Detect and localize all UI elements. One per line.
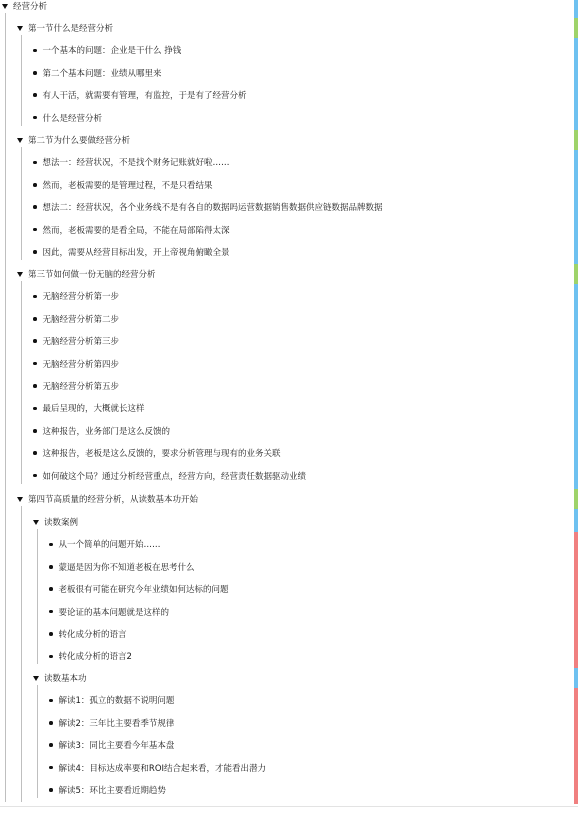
bullet-icon — [33, 250, 37, 254]
caret-down-icon[interactable] — [33, 676, 39, 681]
strip-segment — [574, 18, 578, 38]
bullet-icon — [33, 451, 37, 455]
outline-item-label: 这种报告，老板是这么反馈的，要求分析管理与现有的业务关联 — [42, 449, 281, 460]
outline-item[interactable] — [33, 66, 162, 80]
indent-guide — [37, 685, 38, 798]
outline-item-label: 如何破这个局？通过分析经营重点，经营方向，经营责任数据驱动业绩 — [42, 471, 307, 482]
outline-item-label: 然而，老板需要的是看全局，不能在局部陷得太深 — [42, 225, 230, 236]
outline-section-4-label: 第四节高质量的经营分析，从读数基本功开始 — [28, 495, 199, 505]
outline-item-label: 然而，老板需要的是管理过程，不是只看结果 — [42, 180, 213, 191]
bullet-icon — [33, 384, 37, 388]
outline-item[interactable] — [49, 738, 174, 752]
bullet-icon — [33, 228, 37, 232]
caret-down-icon[interactable] — [17, 497, 23, 502]
strip-segment — [574, 264, 578, 284]
outline-item-label: 第二个基本问题：业绩从哪里来 — [42, 68, 162, 79]
outline-item-label: 最后呈现的，大概就长这样 — [42, 404, 145, 415]
outline-item[interactable] — [49, 649, 132, 663]
outline-item-label: 转化成分析的语言2 — [58, 652, 132, 663]
outline-item-label: 要论证的基本问题就是这样的 — [58, 607, 170, 618]
outline-item-label: 因此，需要从经营目标出发，开上帝视角俯瞰全景 — [42, 248, 230, 258]
outline-section-3-label: 第三节如何做一份无脑的经营分析 — [28, 270, 156, 280]
outline-item-label: 解读4：目标达成率要和ROI结合起来看，才能看出潜力 — [58, 763, 267, 774]
strip-segment — [574, 489, 578, 509]
bullet-icon — [33, 205, 37, 209]
caret-down-icon[interactable] — [17, 272, 23, 277]
indent-guide — [5, 13, 6, 802]
bullet-icon — [49, 610, 53, 614]
bullet-icon — [33, 71, 37, 75]
bullet-icon — [33, 407, 37, 411]
outline-item[interactable] — [33, 334, 119, 348]
bullet-icon — [33, 317, 37, 321]
outline-section-2[interactable] — [17, 133, 130, 147]
outline-subsection-2-label: 读数基本功 — [44, 674, 87, 684]
strip-segment — [574, 509, 578, 532]
outline-item[interactable] — [49, 605, 169, 619]
strip-segment — [574, 130, 578, 150]
color-strip — [574, 0, 578, 804]
outline-item[interactable] — [33, 245, 230, 259]
outline-item[interactable] — [33, 43, 181, 57]
outline-root[interactable] — [2, 0, 47, 13]
outline-root-label: 经营分析 — [13, 2, 48, 12]
bullet-icon — [33, 183, 37, 187]
outline-item[interactable] — [33, 379, 119, 393]
bullet-icon — [49, 565, 53, 569]
outline-subsection-2[interactable] — [33, 671, 87, 685]
strip-segment — [574, 688, 578, 804]
strip-segment — [574, 150, 578, 264]
outline-item[interactable] — [49, 716, 174, 730]
outline-section-3[interactable] — [17, 267, 156, 281]
outline-subsection-1[interactable] — [33, 515, 78, 529]
outline-item[interactable] — [33, 178, 213, 192]
outline-item-label: 无脑经营分析第一步 — [42, 292, 120, 303]
outline-item-label: 蒙逼是因为你不知道老板在思考什么 — [58, 562, 195, 573]
bullet-icon — [49, 543, 53, 547]
outline-item-label: 想法一：经营状况，不是找个财务记账就好啦…… — [42, 158, 230, 169]
outline-item[interactable] — [49, 761, 266, 775]
outline-section-4[interactable] — [17, 492, 198, 506]
bullet-icon — [33, 161, 37, 165]
strip-segment — [574, 668, 578, 688]
outline-item[interactable] — [33, 223, 230, 237]
outline-item-label: 有人干活，就需要有管理，有监控，于是有了经营分析 — [42, 91, 247, 102]
strip-segment — [574, 284, 578, 489]
bullet-icon — [33, 295, 37, 299]
outline-item-label: 这种报告，业务部门是这么反馈的 — [42, 426, 171, 437]
outline-item[interactable] — [49, 582, 229, 596]
outline-item[interactable] — [49, 627, 127, 641]
indent-guide — [21, 281, 22, 484]
outline-item-label: 什么是经营分析 — [42, 113, 103, 124]
strip-segment — [574, 0, 578, 18]
bullet-icon — [49, 766, 53, 770]
outline-item[interactable] — [33, 446, 281, 460]
outline-item-label: 解读2：三年比主要看季节规律 — [58, 718, 175, 729]
outline-item-label: 从一个简单的问题开始…… — [58, 540, 161, 551]
outline-item-label: 解读5：环比主要看近期趋势 — [58, 786, 166, 796]
bullet-icon — [33, 49, 37, 53]
outline-item[interactable] — [33, 111, 102, 125]
caret-down-icon[interactable] — [17, 26, 23, 31]
indent-guide — [37, 529, 38, 664]
outline-item-label: 一个基本的问题：企业是干什么 挣钱 — [42, 46, 182, 57]
outline-item[interactable] — [33, 200, 383, 214]
outline-item[interactable] — [49, 693, 174, 707]
outline-item[interactable] — [33, 357, 119, 371]
outline-item-label: 转化成分析的语言 — [58, 630, 127, 640]
outline-item[interactable] — [49, 560, 195, 574]
bullet-icon — [49, 632, 53, 636]
outline-item-label: 老板很有可能在研究今年业绩如何达标的问题 — [58, 585, 229, 596]
outline-item[interactable] — [33, 424, 170, 438]
outline-section-2-label: 第二节为什么要做经营分析 — [28, 136, 131, 146]
outline-item[interactable] — [33, 88, 247, 102]
bullet-icon — [49, 587, 53, 591]
outline-item-label: 解读1：孤立的数据不说明问题 — [58, 696, 175, 707]
indent-guide — [21, 147, 22, 260]
caret-down-icon[interactable] — [33, 520, 39, 525]
bullet-icon — [49, 743, 53, 747]
bullet-icon — [33, 429, 37, 433]
strip-segment — [574, 532, 578, 668]
bullet-icon — [33, 116, 37, 120]
bullet-icon — [49, 721, 53, 725]
outline-section-1[interactable] — [17, 21, 113, 35]
outline-item-label: 无脑经营分析第五步 — [42, 382, 120, 392]
outline-item[interactable] — [33, 312, 119, 326]
outline-item[interactable] — [33, 155, 230, 169]
outline-section-1-label: 第一节什么是经营分析 — [28, 24, 114, 34]
outline-item[interactable] — [49, 537, 161, 551]
outline-item[interactable] — [33, 289, 119, 303]
outline-item[interactable] — [33, 469, 306, 483]
indent-guide — [21, 506, 22, 802]
outline-item-label: 解读3：同比主要看今年基本盘 — [58, 741, 175, 752]
bullet-icon — [33, 362, 37, 366]
outline-item[interactable] — [49, 783, 166, 797]
outline-subsection-1-label: 读数案例 — [44, 518, 79, 528]
strip-segment — [574, 38, 578, 130]
outline-item-label: 无脑经营分析第四步 — [42, 359, 120, 370]
outline-item[interactable] — [33, 401, 145, 415]
indent-guide — [21, 35, 22, 126]
caret-down-icon[interactable] — [2, 4, 8, 9]
bullet-icon — [49, 699, 53, 703]
outline-item-label: 无脑经营分析第三步 — [42, 337, 120, 348]
outline-item-label: 想法二：经营状况，各个业务线不是有各自的数据吗运营数据销售数据供应链数据品牌数据 — [42, 203, 383, 214]
outline-item-label: 无脑经营分析第二步 — [42, 314, 120, 325]
caret-down-icon[interactable] — [17, 138, 23, 143]
bullet-icon — [33, 339, 37, 343]
bullet-icon — [33, 93, 37, 97]
bullet-icon — [49, 655, 53, 659]
divider — [0, 806, 578, 807]
bullet-icon — [33, 474, 37, 478]
bullet-icon — [49, 788, 53, 792]
